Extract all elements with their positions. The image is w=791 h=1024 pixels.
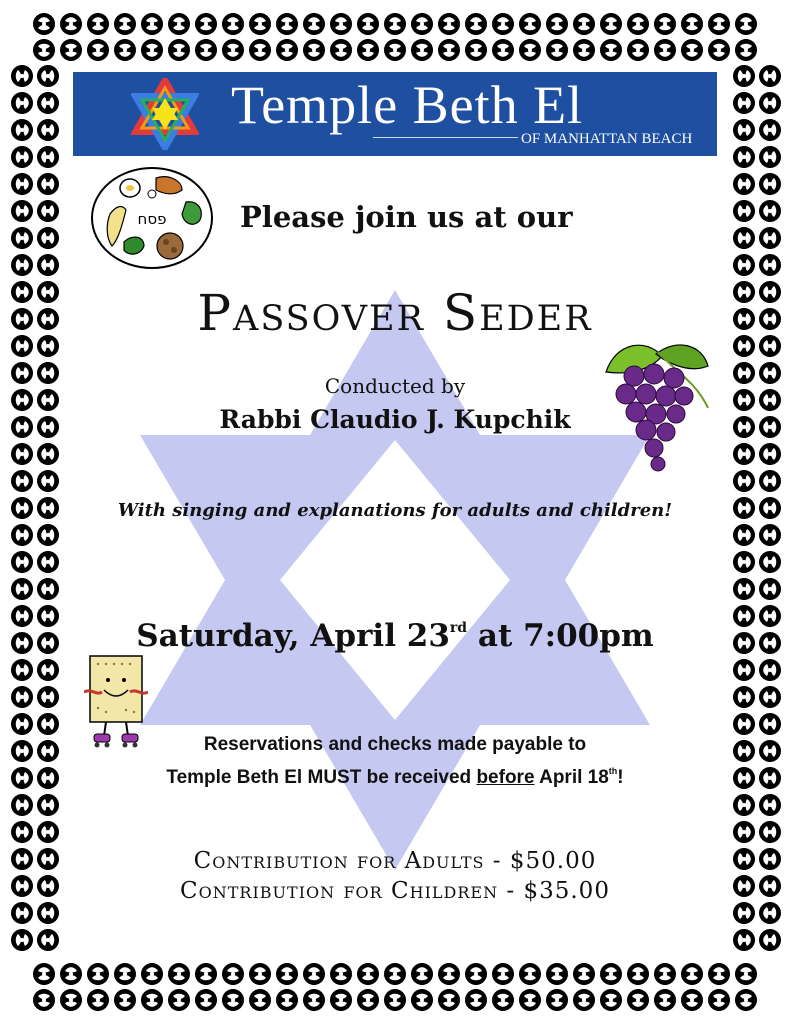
- border-flower-icon: [733, 713, 755, 735]
- border-flower-icon: [11, 92, 33, 114]
- border-flower-icon: [600, 13, 622, 35]
- border-flower-icon: [114, 13, 136, 35]
- border-flower-icon: [11, 686, 33, 708]
- border-flower-icon: [759, 254, 781, 276]
- border-flower-icon: [733, 416, 755, 438]
- border-flower-icon: [759, 902, 781, 924]
- border-flower-icon: [37, 551, 59, 573]
- border-flower-icon: [681, 39, 703, 61]
- border-flower-icon: [37, 335, 59, 357]
- border-flower-icon: [759, 794, 781, 816]
- border-flower-icon: [11, 794, 33, 816]
- border-flower-icon: [573, 963, 595, 985]
- border-flower-icon: [733, 389, 755, 411]
- event-title: Passover Seder: [197, 284, 593, 342]
- border-flower-icon: [681, 13, 703, 35]
- border-flower-icon: [141, 13, 163, 35]
- invite-line: Please join us at our: [240, 200, 573, 234]
- border-flower-icon: [11, 740, 33, 762]
- border-flower-icon: [37, 173, 59, 195]
- reservation-line-1: Reservations and checks made payable to: [203, 734, 587, 755]
- banner-divider: [373, 137, 518, 138]
- border-flower-icon: [733, 119, 755, 141]
- border-flower-icon: [759, 659, 781, 681]
- border-flower-icon: [37, 740, 59, 762]
- border-flower-icon: [759, 821, 781, 843]
- border-flower-icon: [357, 963, 379, 985]
- border-flower-icon: [60, 963, 82, 985]
- border-flower-icon: [11, 902, 33, 924]
- border-flower-icon: [546, 39, 568, 61]
- border-flower-icon: [222, 989, 244, 1011]
- border-flower-icon: [733, 227, 755, 249]
- border-flower-icon: [276, 989, 298, 1011]
- border-flower-icon: [733, 254, 755, 276]
- border-flower-icon: [11, 443, 33, 465]
- border-flower-icon: [546, 963, 568, 985]
- border-flower-icon: [87, 39, 109, 61]
- border-flower-icon: [465, 963, 487, 985]
- border-flower-icon: [733, 308, 755, 330]
- border-flower-icon: [330, 963, 352, 985]
- border-flower-icon: [733, 902, 755, 924]
- rainbow-star-of-david-icon: [131, 78, 199, 150]
- border-flower-icon: [11, 821, 33, 843]
- border-flower-icon: [654, 39, 676, 61]
- border-flower-icon: [759, 200, 781, 222]
- border-flower-icon: [733, 659, 755, 681]
- border-flower-icon: [37, 146, 59, 168]
- border-flower-icon: [60, 989, 82, 1011]
- border-flower-icon: [384, 989, 406, 1011]
- border-flower-icon: [33, 989, 55, 1011]
- border-flower-icon: [11, 335, 33, 357]
- reservation-deadline-suffix: th: [608, 766, 618, 776]
- border-flower-icon: [492, 963, 514, 985]
- border-flower-icon: [276, 13, 298, 35]
- border-flower-icon: [411, 963, 433, 985]
- date-suffix: rd: [449, 620, 468, 636]
- plate-hebrew-text: פסח: [137, 210, 167, 228]
- border-flower-icon: [357, 39, 379, 61]
- border-flower-icon: [627, 963, 649, 985]
- border-flower-icon: [33, 39, 55, 61]
- border-flower-icon: [141, 963, 163, 985]
- border-flower-icon: [141, 39, 163, 61]
- border-flower-icon: [37, 875, 59, 897]
- border-flower-icon: [519, 39, 541, 61]
- border-flower-icon: [759, 281, 781, 303]
- border-flower-icon: [519, 13, 541, 35]
- border-flower-icon: [519, 989, 541, 1011]
- border-flower-icon: [759, 767, 781, 789]
- border-flower-icon: [654, 963, 676, 985]
- border-flower-icon: [11, 497, 33, 519]
- border-flower-icon: [60, 13, 82, 35]
- border-flower-icon: [733, 605, 755, 627]
- border-flower-icon: [37, 227, 59, 249]
- border-flower-icon: [37, 497, 59, 519]
- border-flower-icon: [733, 146, 755, 168]
- border-flower-icon: [11, 875, 33, 897]
- border-flower-icon: [11, 362, 33, 384]
- border-flower-icon: [37, 605, 59, 627]
- border-flower-icon: [465, 39, 487, 61]
- border-flower-icon: [411, 39, 433, 61]
- border-flower-icon: [708, 963, 730, 985]
- border-flower-icon: [759, 308, 781, 330]
- border-flower-icon: [249, 963, 271, 985]
- border-flower-icon: [114, 39, 136, 61]
- border-flower-icon: [222, 13, 244, 35]
- border-flower-icon: [438, 989, 460, 1011]
- border-flower-icon: [733, 740, 755, 762]
- border-flower-icon: [37, 443, 59, 465]
- border-flower-icon: [114, 989, 136, 1011]
- border-flower-icon: [759, 227, 781, 249]
- border-flower-icon: [249, 39, 271, 61]
- border-flower-icon: [759, 605, 781, 627]
- border-flower-icon: [759, 740, 781, 762]
- border-flower-icon: [759, 713, 781, 735]
- border-flower-icon: [735, 989, 757, 1011]
- border-flower-icon: [33, 13, 55, 35]
- border-flower-icon: [37, 821, 59, 843]
- border-flower-icon: [168, 963, 190, 985]
- border-flower-icon: [87, 13, 109, 35]
- border-flower-icon: [11, 389, 33, 411]
- border-flower-icon: [303, 13, 325, 35]
- organization-name: Temple Beth El: [231, 75, 584, 135]
- border-flower-icon: [492, 39, 514, 61]
- conducted-by-label: Conducted by: [324, 374, 466, 398]
- border-flower-icon: [733, 92, 755, 114]
- border-flower-icon: [759, 335, 781, 357]
- border-flower-icon: [303, 989, 325, 1011]
- border-flower-icon: [37, 767, 59, 789]
- border-flower-icon: [384, 13, 406, 35]
- border-flower-icon: [384, 963, 406, 985]
- contribution-children: Contribution for Children - $35.00: [180, 878, 610, 904]
- border-flower-icon: [600, 963, 622, 985]
- border-flower-icon: [11, 470, 33, 492]
- border-flower-icon: [654, 989, 676, 1011]
- border-flower-icon: [11, 119, 33, 141]
- border-flower-icon: [733, 443, 755, 465]
- border-flower-icon: [222, 39, 244, 61]
- border-flower-icon: [465, 989, 487, 1011]
- border-flower-icon: [759, 929, 781, 951]
- border-flower-icon: [195, 989, 217, 1011]
- border-flower-icon: [759, 578, 781, 600]
- border-flower-icon: [37, 362, 59, 384]
- border-flower-icon: [733, 794, 755, 816]
- border-flower-icon: [759, 416, 781, 438]
- border-flower-icon: [33, 963, 55, 985]
- border-flower-icon: [733, 524, 755, 546]
- border-flower-icon: [759, 470, 781, 492]
- border-flower-icon: [11, 632, 33, 654]
- border-flower-icon: [37, 308, 59, 330]
- border-flower-icon: [195, 39, 217, 61]
- border-flower-icon: [195, 13, 217, 35]
- border-flower-icon: [11, 173, 33, 195]
- border-flower-icon: [492, 13, 514, 35]
- border-flower-icon: [11, 308, 33, 330]
- border-flower-icon: [759, 173, 781, 195]
- border-flower-icon: [384, 39, 406, 61]
- border-flower-icon: [759, 848, 781, 870]
- border-flower-icon: [759, 443, 781, 465]
- border-flower-icon: [357, 989, 379, 1011]
- border-flower-icon: [600, 39, 622, 61]
- border-flower-icon: [733, 686, 755, 708]
- border-flower-icon: [11, 713, 33, 735]
- border-flower-icon: [37, 632, 59, 654]
- border-flower-icon: [411, 989, 433, 1011]
- reservation-line-2: [73, 758, 717, 791]
- border-flower-icon: [735, 13, 757, 35]
- border-flower-icon: [249, 13, 271, 35]
- border-flower-icon: [87, 963, 109, 985]
- border-flower-icon: [11, 524, 33, 546]
- border-flower-icon: [276, 963, 298, 985]
- border-flower-icon: [759, 119, 781, 141]
- border-flower-icon: [681, 963, 703, 985]
- border-flower-icon: [438, 13, 460, 35]
- reservation-deadline-emphasis: before: [476, 767, 535, 788]
- border-flower-icon: [141, 989, 163, 1011]
- border-flower-icon: [733, 821, 755, 843]
- border-flower-icon: [37, 902, 59, 924]
- border-flower-icon: [37, 659, 59, 681]
- border-flower-icon: [438, 39, 460, 61]
- event-time: at 7:00pm: [467, 618, 654, 654]
- border-flower-icon: [11, 578, 33, 600]
- border-flower-icon: [330, 13, 352, 35]
- border-flower-icon: [759, 362, 781, 384]
- border-flower-icon: [114, 963, 136, 985]
- border-flower-icon: [465, 13, 487, 35]
- border-flower-icon: [37, 524, 59, 546]
- border-flower-icon: [37, 794, 59, 816]
- border-flower-icon: [654, 13, 676, 35]
- reservation-text-a: Temple Beth El MUST be received: [166, 767, 477, 788]
- border-flower-icon: [11, 605, 33, 627]
- organization-location: OF MANHATTAN BEACH: [521, 131, 693, 147]
- border-flower-icon: [733, 578, 755, 600]
- border-flower-icon: [733, 200, 755, 222]
- border-flower-icon: [357, 13, 379, 35]
- border-flower-icon: [759, 65, 781, 87]
- border-flower-icon: [303, 963, 325, 985]
- border-flower-icon: [519, 963, 541, 985]
- border-flower-icon: [735, 963, 757, 985]
- border-flower-icon: [168, 989, 190, 1011]
- border-flower-icon: [708, 13, 730, 35]
- border-flower-icon: [37, 200, 59, 222]
- border-flower-icon: [733, 281, 755, 303]
- event-date: [73, 618, 717, 654]
- border-flower-icon: [37, 65, 59, 87]
- border-flower-icon: [37, 470, 59, 492]
- border-flower-icon: [37, 281, 59, 303]
- border-flower-icon: [330, 989, 352, 1011]
- border-flower-icon: [11, 929, 33, 951]
- border-flower-icon: [60, 39, 82, 61]
- border-flower-icon: [11, 254, 33, 276]
- border-flower-icon: [87, 989, 109, 1011]
- border-flower-icon: [733, 362, 755, 384]
- border-flower-icon: [37, 92, 59, 114]
- border-flower-icon: [11, 659, 33, 681]
- border-flower-icon: [733, 929, 755, 951]
- border-flower-icon: [733, 497, 755, 519]
- border-flower-icon: [681, 989, 703, 1011]
- border-flower-icon: [735, 39, 757, 61]
- border-flower-icon: [733, 632, 755, 654]
- border-flower-icon: [37, 119, 59, 141]
- border-flower-icon: [708, 989, 730, 1011]
- border-flower-icon: [276, 39, 298, 61]
- reservation-deadline-date: April 18: [534, 767, 609, 788]
- border-flower-icon: [195, 963, 217, 985]
- border-flower-icon: [759, 875, 781, 897]
- border-flower-icon: [11, 65, 33, 87]
- border-flower-icon: [759, 551, 781, 573]
- border-flower-icon: [733, 875, 755, 897]
- border-flower-icon: [11, 200, 33, 222]
- border-flower-icon: [168, 39, 190, 61]
- border-flower-icon: [600, 989, 622, 1011]
- border-flower-icon: [303, 39, 325, 61]
- border-flower-icon: [37, 929, 59, 951]
- border-flower-icon: [411, 13, 433, 35]
- border-flower-icon: [37, 416, 59, 438]
- border-flower-icon: [627, 39, 649, 61]
- border-flower-icon: [546, 989, 568, 1011]
- border-flower-icon: [37, 578, 59, 600]
- border-flower-icon: [11, 767, 33, 789]
- border-flower-icon: [37, 713, 59, 735]
- border-flower-icon: [708, 39, 730, 61]
- border-flower-icon: [11, 848, 33, 870]
- event-tagline: With singing and explanations for adults and children!: [117, 500, 673, 521]
- border-flower-icon: [573, 13, 595, 35]
- border-flower-icon: [759, 686, 781, 708]
- border-flower-icon: [759, 389, 781, 411]
- rabbi-name: Rabbi Claudio J. Kupchik: [219, 405, 571, 434]
- border-flower-icon: [733, 335, 755, 357]
- border-flower-icon: [733, 848, 755, 870]
- border-flower-icon: [573, 989, 595, 1011]
- border-flower-icon: [11, 281, 33, 303]
- border-flower-icon: [733, 470, 755, 492]
- border-flower-icon: [11, 416, 33, 438]
- border-flower-icon: [733, 173, 755, 195]
- border-flower-icon: [733, 551, 755, 573]
- border-flower-icon: [759, 632, 781, 654]
- border-flower-icon: [438, 963, 460, 985]
- border-flower-icon: [249, 989, 271, 1011]
- reservation-notice: [73, 732, 717, 791]
- border-flower-icon: [168, 13, 190, 35]
- border-flower-icon: [330, 39, 352, 61]
- border-flower-icon: [546, 13, 568, 35]
- border-flower-icon: [759, 524, 781, 546]
- border-flower-icon: [37, 848, 59, 870]
- contribution-adults: Contribution for Adults - $50.00: [193, 848, 597, 874]
- border-flower-icon: [222, 963, 244, 985]
- border-flower-icon: [11, 227, 33, 249]
- seder-plate-icon: [90, 166, 214, 270]
- border-flower-icon: [627, 989, 649, 1011]
- border-flower-icon: [11, 146, 33, 168]
- reservation-end-mark: !: [617, 767, 624, 788]
- border-flower-icon: [492, 989, 514, 1011]
- border-flower-icon: [733, 767, 755, 789]
- border-flower-icon: [11, 551, 33, 573]
- border-flower-icon: [759, 92, 781, 114]
- border-flower-icon: [37, 686, 59, 708]
- border-flower-icon: [759, 497, 781, 519]
- border-flower-icon: [733, 65, 755, 87]
- date-prefix: Saturday, April 23: [136, 618, 450, 654]
- border-flower-icon: [573, 39, 595, 61]
- border-flower-icon: [759, 146, 781, 168]
- grapes-icon: [596, 332, 716, 472]
- border-flower-icon: [37, 389, 59, 411]
- border-flower-icon: [37, 254, 59, 276]
- header-banner: [73, 72, 717, 156]
- border-flower-icon: [627, 13, 649, 35]
